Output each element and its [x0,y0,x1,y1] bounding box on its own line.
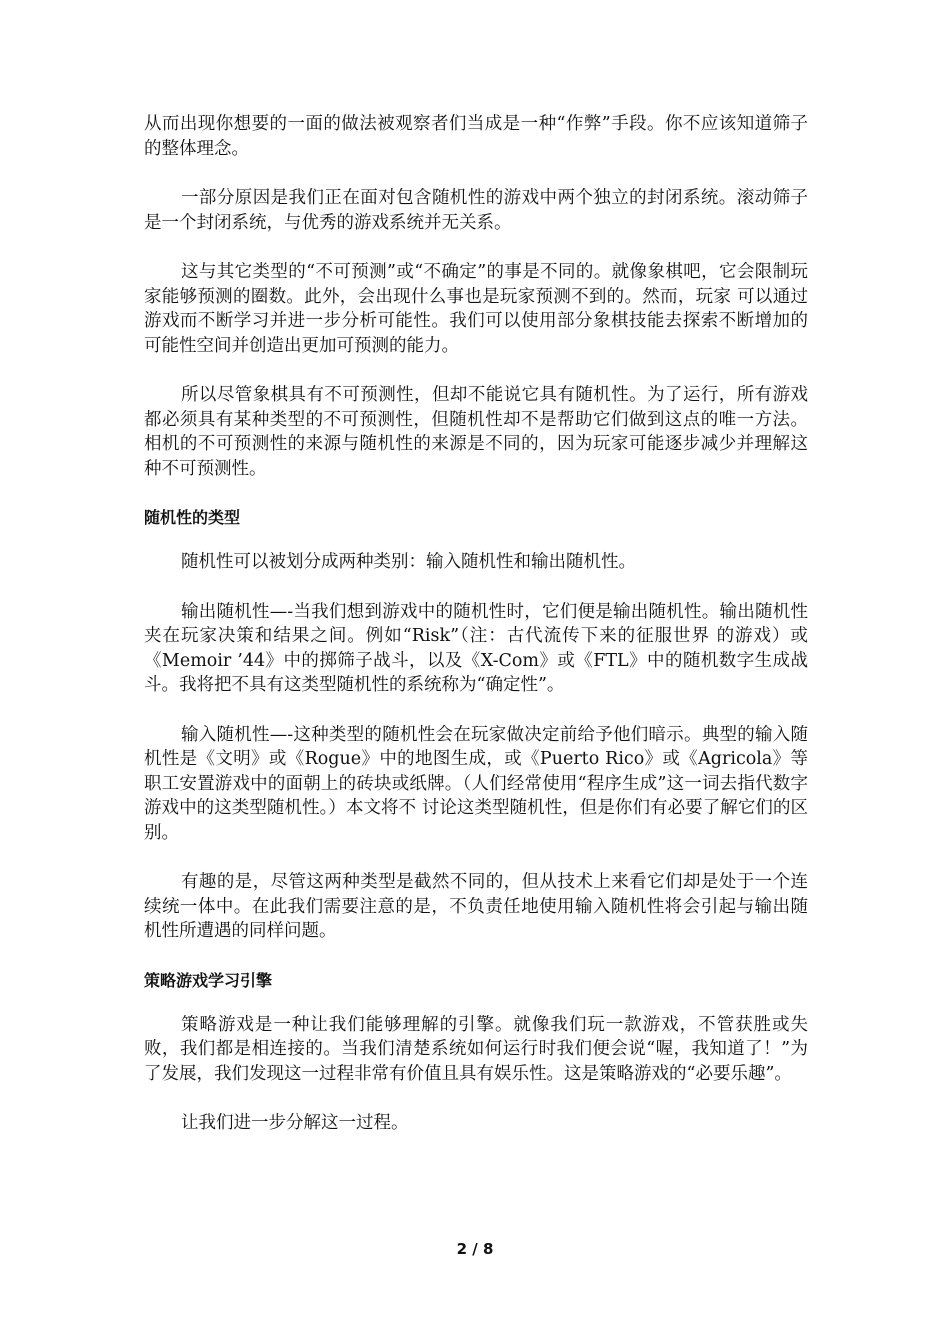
document-page [144,112,808,1161]
paragraph: 策略游戏是一种让我们能够理解的引擎。就像我们玩一款游戏，不管获胜或失败，我们都是相连接的。当我们清楚系统如何运行时我们便会说“喔，我知道了！”为了发展，我们发现这一过程非常有价值且具有娱乐性。这是策略游戏的“必要乐趣”。 [144,1014,808,1084]
paragraph: 从而出现你想要的一面的做法被观察者们当成是一种“作弊”手段。你不应该知道筛子的整体理念。 [144,114,808,159]
section-heading: 策略游戏学习引擎 [144,970,273,990]
paragraph: 让我们进一步分解这一过程。 [181,1113,409,1133]
section-heading: 随机性的类型 [144,508,241,527]
paragraph: 有趣的是，尽管这两种类型是截然不同的，但从技术上来看它们却是处于一个连续统一体中。在此我们需要注意的是，不负责任地使用输入随机性将会引起与输出随机性所遭遇的同样问题。 [144,872,808,941]
paragraph: 输出随机性—-当我们想到游戏中的随机性时，它们便是输出随机性。输出随机性夹在玩家决策和结果之间。例如“Risk”（注：古代流传下来的征服世界 的游戏）或《Memoir ’44》中的掷筛子战斗，以及《X-Com》或《FTL》中的随机数字生成战斗。我将把不具有这类型随机性的系统称为“确定性”。 [144,601,808,695]
paragraph: 这与其它类型的“不可预测”或“不确定”的事是不同的。就像象棋吧，它会限制玩家能够预测的圈数。此外，会出现什么事也是玩家预测不到的。然而，玩家 可以通过游戏而不断学习并进一步分析可能性。我们可以使用部分象棋技能去探索不断增加的可能性空间并创造出更加可预测的能力。 [144,262,808,356]
paragraph: 输入随机性—-这种类型的随机性会在玩家做决定前给予他们暗示。典型的输入随机性是《文明》或《Rogue》中的地图生成，或《Puerto Rico》或《Agricola》等职工安置游戏中的面朝上的砖块或纸牌。（人们经常使用“程序生成”这一词去指代数字游戏中的这类型随机性。）本文将不 讨论这类型随机性，但是你们有必要了解它们的区别。 [144,724,808,843]
page-number: 2 / 8 [456,1240,494,1258]
paragraph: 随机性可以被划分成两种类别：输入随机性和输出随机性。 [181,552,636,572]
paragraph: 一部分原因是我们正在面对包含随机性的游戏中两个独立的封闭系统。滚动筛子是一个封闭系统，与优秀的游戏系统并无关系。 [144,188,808,233]
paragraph: 所以尽管象棋具有不可预测性，但却不能说它具有随机性。为了运行，所有游戏都必须具有某种类型的不可预测性，但随机性却不是帮助它们做到这点的唯一方法。相机的不可预测性的来源与随机性的来源是不同的，因为玩家可能逐步减少并理解这种不可预测性。 [144,385,808,479]
